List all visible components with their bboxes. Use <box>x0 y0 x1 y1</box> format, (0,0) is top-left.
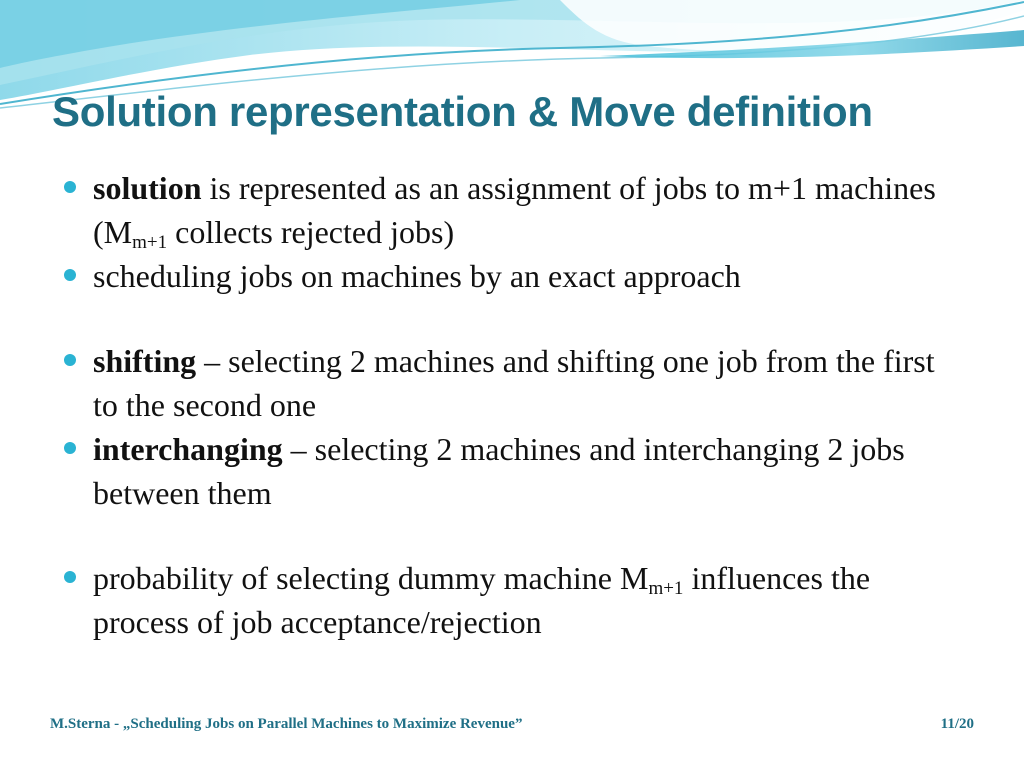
bullet-text: – selecting 2 machines and interchanging 2 jobs between them <box>93 431 905 511</box>
bullet-text: influences the process of job acceptance/rejection <box>93 560 871 640</box>
bullet-list <box>62 166 962 644</box>
bullet-scheduling <box>62 254 962 298</box>
bullet-term: shifting <box>93 343 197 379</box>
bullet-term: interchanging <box>93 431 283 467</box>
bullet-text: probability of selecting dummy machine M <box>93 560 649 596</box>
bullet-solution <box>62 166 962 254</box>
page-number: 11/20 <box>940 716 974 732</box>
bullet-text: scheduling jobs on machines by an exact approach <box>93 258 741 294</box>
bullet-interchanging <box>62 427 962 515</box>
slide-title: Solution representation & Move definition <box>52 88 873 135</box>
subscript: m+1 <box>132 232 168 253</box>
bullet-term: solution <box>93 170 202 206</box>
bullet-shifting <box>62 339 962 427</box>
subscript: m+1 <box>648 578 684 599</box>
bullet-text: is represented as an assignment of jobs to m+1 machines (M <box>93 170 936 250</box>
bullet-text: – selecting 2 machines and shifting one job from the first to the second one <box>93 343 935 423</box>
footer-citation: M.Sterna - „Scheduling Jobs on Parallel Machines to Maximize Revenue” <box>50 716 523 732</box>
bullet-probability <box>62 556 962 644</box>
bullet-text: collects rejected jobs) <box>167 214 455 250</box>
